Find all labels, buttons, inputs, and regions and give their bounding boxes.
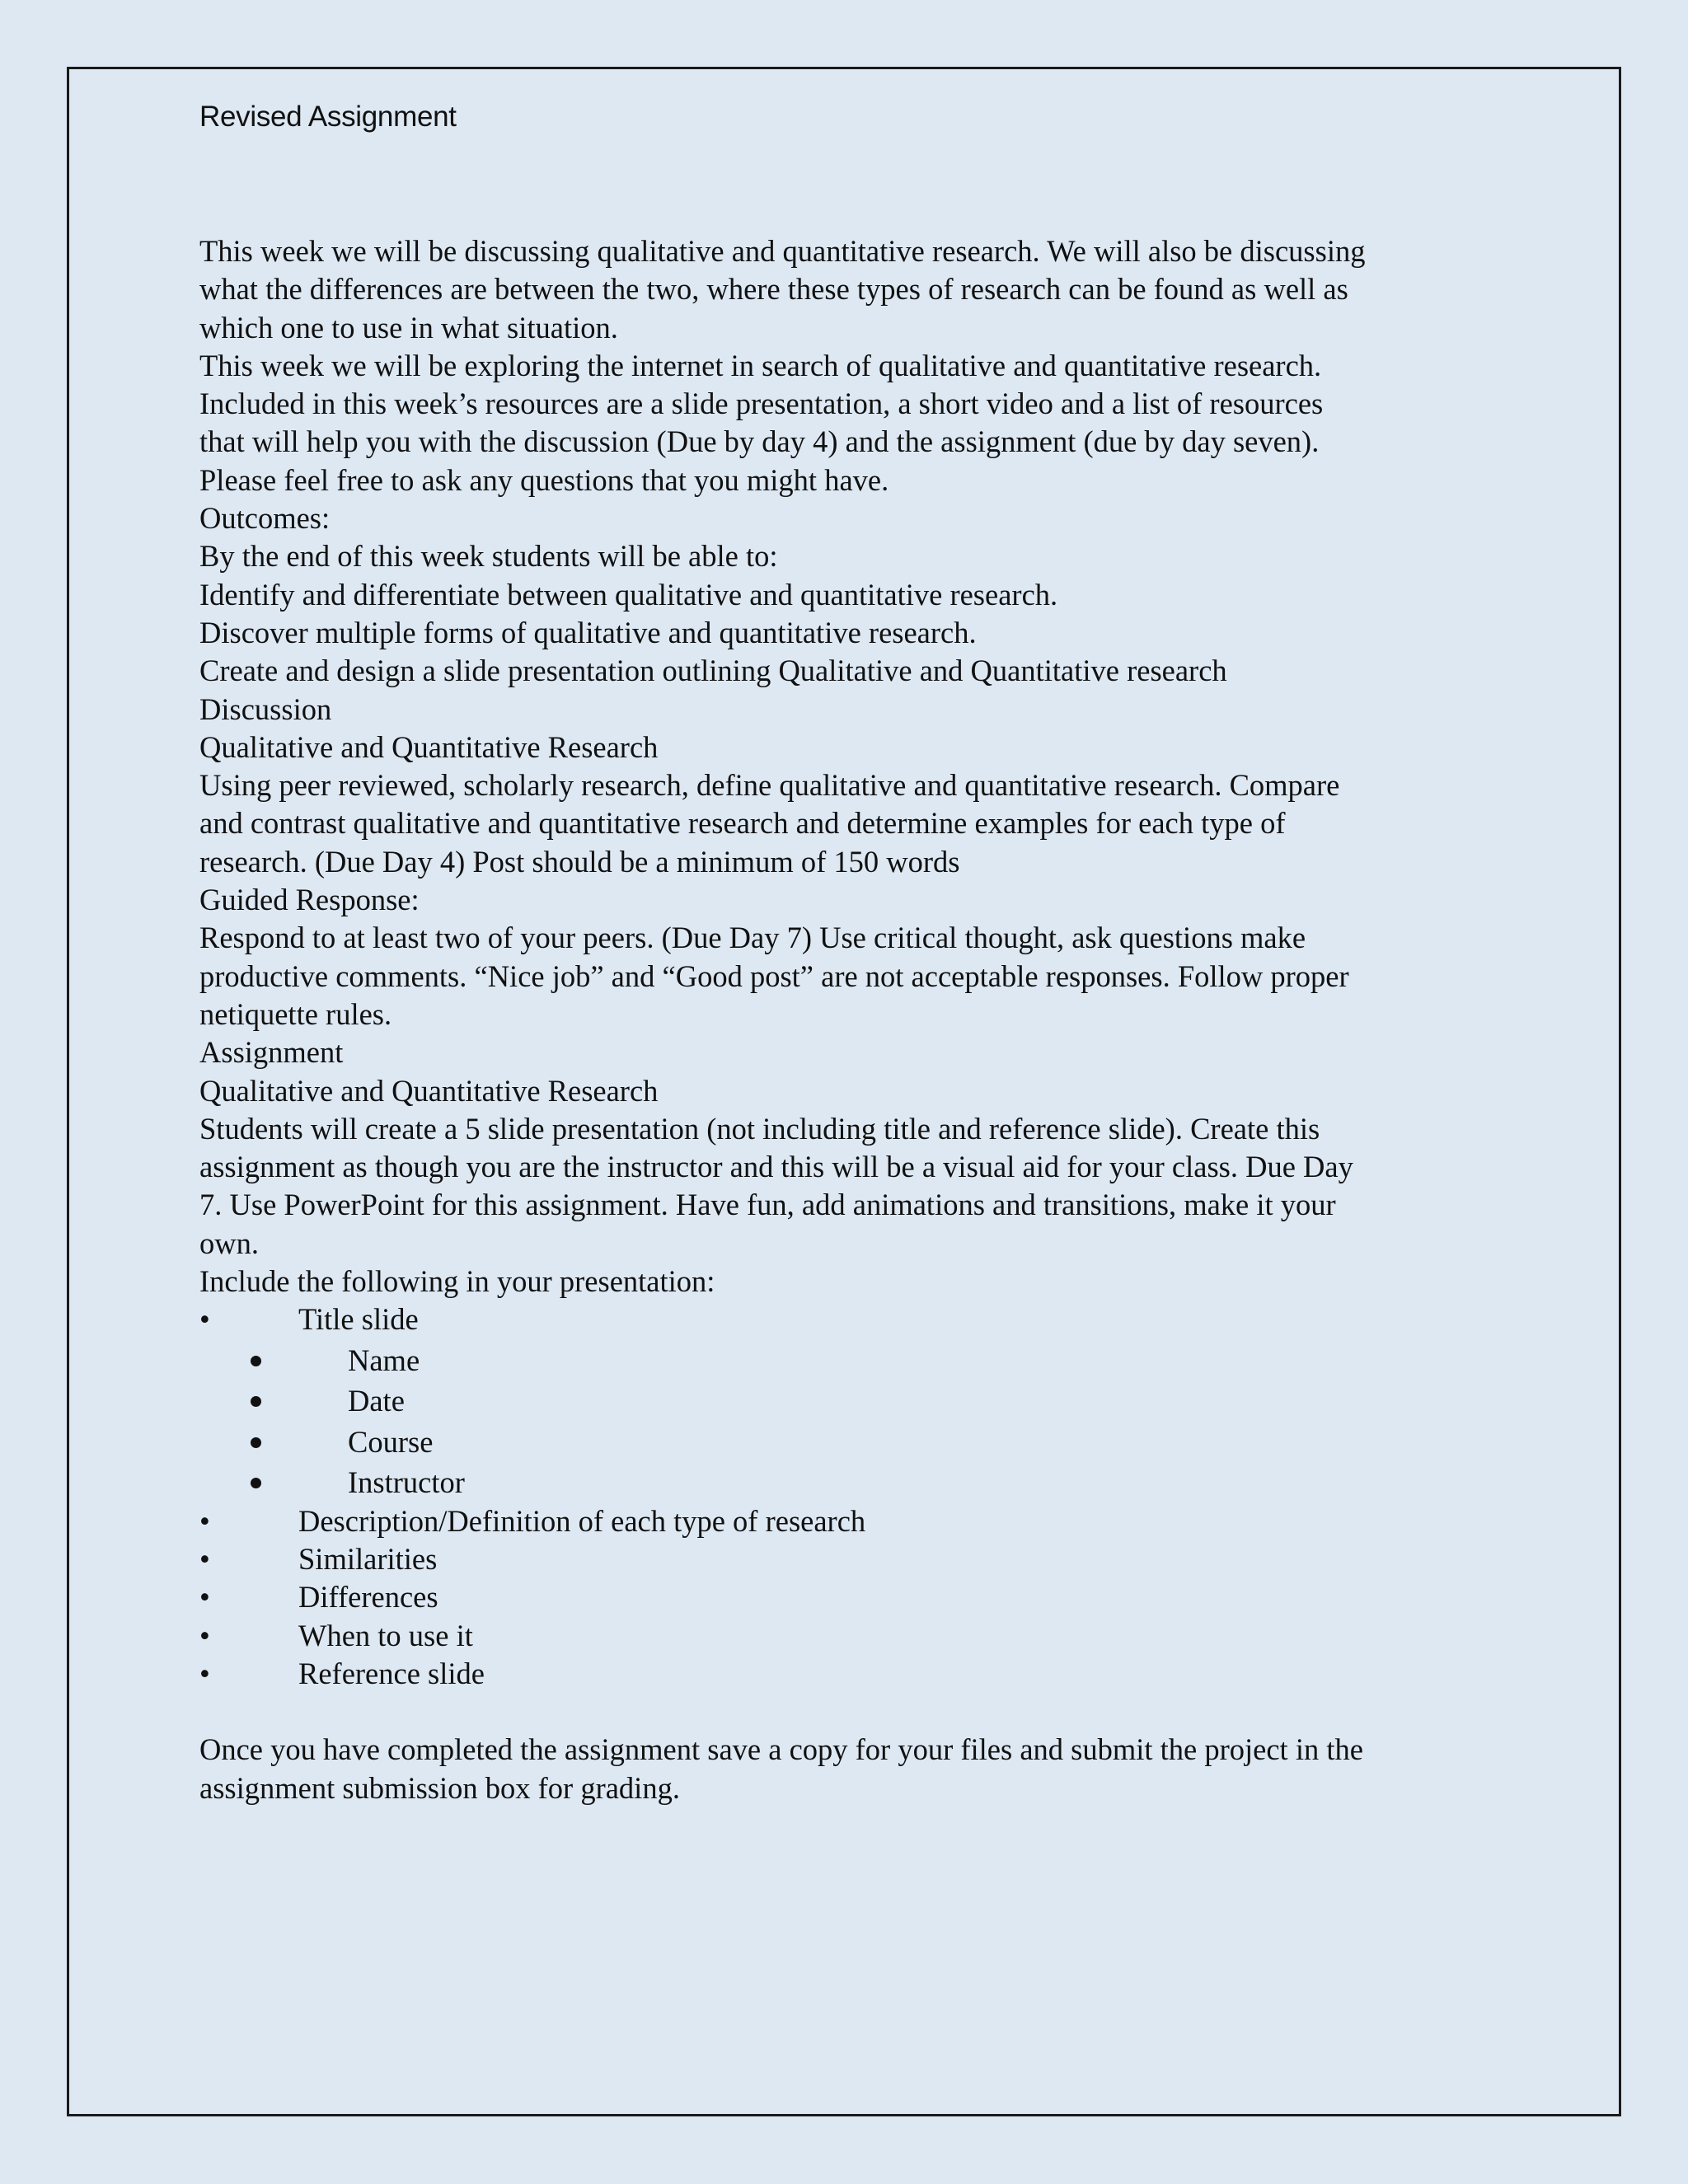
guided-response-heading: Guided Response: [199,883,420,917]
closing-line-2: assignment submission box for grading. [199,1770,680,1805]
list-item [199,1380,1485,1421]
outcome-1: Identify and differentiate between qualitative and quantitative research. [199,577,1058,612]
bullet-mark: • [199,1503,210,1538]
bullet-similarities: Similarities [298,1541,438,1576]
assignment-title: Qualitative and Quantitative Research [199,1073,659,1108]
intro-line-3: which one to use in what situation. [199,310,618,344]
list-item [199,1540,1485,1578]
list-item [199,1617,1485,1655]
outcome-2: Discover multiple forms of qualitative and quantitative research. [199,615,977,649]
bullet-dot-icon [251,1356,261,1366]
bullet-differences: Differences [298,1580,438,1615]
assignment-line-2: assignment as though you are the instructor and this will be a visual aid for your class. Due Day [199,1150,1353,1184]
bullet-dot-icon [251,1437,261,1448]
list-item [199,1502,1485,1540]
bullet-mark: • [199,1541,210,1576]
list-item [199,1461,1485,1502]
sub-bullet-date: Date [348,1384,405,1418]
outcome-3: Create and design a slide presentation outlining Qualitative and Quantitative research [199,654,1227,688]
discussion-heading: Discussion [199,691,332,726]
bullet-title-slide: Title slide [298,1302,419,1337]
bullet-description: Description/Definition of each type of research [298,1503,866,1538]
sub-bullet-course: Course [348,1424,434,1459]
discussion-line-3: research. (Due Day 4) Post should be a minimum of 150 words [199,844,960,879]
bullet-mark: • [199,1656,210,1690]
list-item [199,1578,1485,1616]
bullet-when-to-use: When to use it [298,1618,473,1652]
assignment-heading: Assignment [199,1035,344,1070]
document-body [199,232,1485,1807]
list-item [199,1339,1485,1380]
assignment-line-4: own. [199,1226,259,1260]
assignment-line-3: 7. Use PowerPoint for this assignment. Have fun, add animations and transitions, make it your [199,1188,1336,1222]
guided-response-line-2: productive comments. “Nice job” and “Good post” are not acceptable responses. Follow proper [199,958,1349,993]
guided-response-line-1: Respond to at least two of your peers. (Due Day 7) Use critical thought, ask questions make [199,921,1306,955]
list-item [199,1301,1485,1338]
bullet-dot-icon [251,1478,261,1488]
bullet-mark: • [199,1618,210,1652]
sub-bullet-name: Name [348,1343,420,1377]
bullet-dot-icon [251,1396,261,1407]
explore-line-1: This week we will be exploring the internet in search of qualitative and quantitative research. [199,348,1322,382]
outcomes-intro: By the end of this week students will be able to: [199,539,778,574]
discussion-title: Qualitative and Quantitative Research [199,729,659,764]
intro-line-2: what the differences are between the two, where these types of research can be found as well as [199,272,1348,307]
bullet-mark: • [199,1580,210,1615]
list-item [199,1655,1485,1693]
assignment-line-1: Students will create a 5 slide presentation (not including title and reference slide). Create this [199,1111,1320,1146]
discussion-line-2: and contrast qualitative and quantitative research and determine examples for each type of [199,806,1286,841]
explore-line-4: Please feel free to ask any questions that you might have. [199,462,889,497]
include-intro: Include the following in your presentation: [199,1264,715,1299]
sub-bullet-instructor: Instructor [348,1465,465,1500]
explore-line-2: Included in this week’s resources are a slide presentation, a short video and a list of resources [199,387,1324,421]
bullet-mark: • [199,1302,210,1337]
outcomes-heading: Outcomes: [199,501,331,536]
guided-response-line-3: netiquette rules. [199,996,392,1031]
discussion-line-1: Using peer reviewed, scholarly research, define qualitative and quantitative research. Compare [199,768,1340,803]
list-item [199,1421,1485,1462]
document-header: Revised Assignment [199,101,457,133]
explore-line-3: that will help you with the discussion (Due by day 4) and the assignment (due by day seven). [199,424,1320,459]
paragraph-gap [199,1693,1485,1731]
intro-line-1: This week we will be discussing qualitative and quantitative research. We will also be discussing [199,234,1366,268]
bullet-reference-slide: Reference slide [298,1656,485,1690]
closing-line-1: Once you have completed the assignment save a copy for your files and submit the project in the [199,1732,1363,1767]
